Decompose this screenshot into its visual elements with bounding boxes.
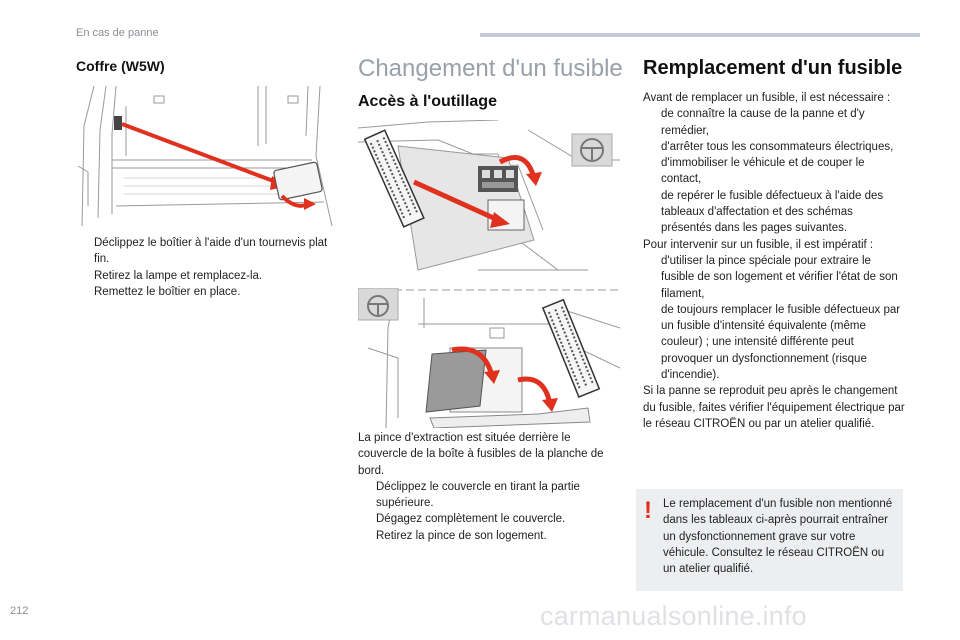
- list-item: Remettez le boîtier en place.: [94, 285, 241, 298]
- list-item: de toujours remplacer le fusible défectueux par un fusible d'intensité équivalente (même couleur) ; une intensité différente peut provoquer un dysfonctionnement (risque d'incendie).: [661, 303, 901, 382]
- replacement-intro-2: Pour intervenir sur un fusible, il est impératif :: [643, 238, 874, 251]
- trunk-lamp-steps: [76, 235, 338, 300]
- list-item: d'immobiliser le véhicule et de couper le contact,: [661, 157, 865, 186]
- list-item: Retirez la pince de son logement.: [376, 529, 547, 542]
- fuse-change-title: Changement d'un fusible: [358, 55, 623, 82]
- list-item: de repérer le fusible défectueux à l'aide des tableaux d'affectation et des schémas présentés dans les pages suivantes.: [661, 189, 884, 235]
- list-item: Dégagez complètement le couvercle.: [376, 513, 566, 526]
- header-bar: [480, 33, 920, 37]
- list-item: Déclippez le couvercle en tirant la partie supérieure.: [376, 480, 580, 510]
- tool-access-intro: La pince d'extraction est située derrière le couvercle de la boîte à fusibles de la planche de bord.: [358, 432, 604, 477]
- warning-text: Le remplacement d'un fusible non mentionné dans les tableaux ci-après pourrait entraîner un dysfonctionnement grave sur votre véhicule. Consultez le réseau CITROËN ou un atelier qualifié.: [663, 498, 893, 576]
- watermark: carmanualsonline.info: [540, 601, 807, 631]
- tool-access-steps: [358, 430, 620, 544]
- replacement-intro: Avant de remplacer un fusible, il est nécessaire :: [643, 92, 891, 104]
- glovebox-fuse-cover-illustration-icon: [358, 288, 620, 428]
- list-item: de connaître la cause de la panne et d'y remédier,: [661, 108, 865, 137]
- list-item: Retirez la lampe et remplacez-la.: [94, 269, 263, 282]
- warning-icon: !: [644, 497, 652, 524]
- section-title: En cas de panne: [76, 27, 159, 39]
- trunk-lamp-illustration-icon: [76, 86, 338, 226]
- list-item: d'utiliser la pince spéciale pour extraire le fusible de son logement et vérifier l'état de son filament,: [661, 254, 898, 300]
- list-item: Déclippez le boîtier à l'aide d'un tournevis plat fin.: [94, 237, 328, 266]
- fuse-replacement-body: [643, 90, 905, 432]
- replacement-outro: Si la panne se reproduit peu après le changement du fusible, faites vérifier l'équipement électrique par le réseau CITROËN ou par un atelier qualifié.: [643, 385, 905, 430]
- dashboard-fuse-cover-illustration-icon: [358, 120, 620, 280]
- page-number: 212: [10, 605, 29, 617]
- list-item: d'arrêter tous les consommateurs électriques,: [661, 140, 894, 153]
- trunk-lamp-heading: Coffre (W5W): [76, 58, 165, 74]
- tool-access-heading: Accès à l'outillage: [358, 93, 497, 110]
- warning-box: [636, 489, 903, 591]
- fuse-replacement-heading: Remplacement d'un fusible: [643, 57, 903, 79]
